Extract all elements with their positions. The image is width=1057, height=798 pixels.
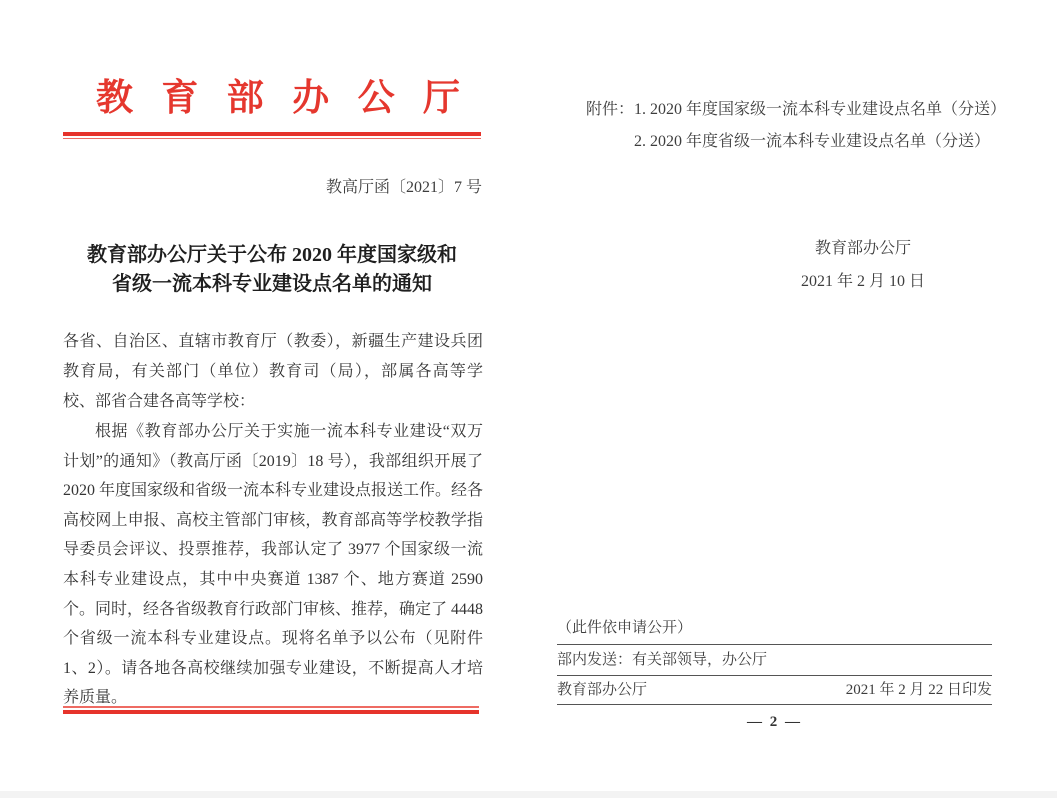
signature-agency: 教育部办公厅 xyxy=(814,240,911,257)
attachments-label: 附件： xyxy=(586,101,635,118)
letterhead-separator-thin-line xyxy=(63,138,481,139)
attachments-block xyxy=(586,94,1006,158)
signature-date: 2021 年 2 月 10 日 xyxy=(800,273,925,290)
issuer-row xyxy=(557,676,992,704)
footer-rule-3 xyxy=(557,704,992,705)
attachment-item-1: 1. 2020 年度国家级一流本科专业建设点名单（分送） xyxy=(634,101,1007,118)
page-footer-separator xyxy=(63,706,479,714)
document-reference-number: 教高厅函〔2021〕7 号 xyxy=(325,179,482,196)
internal-distribution-note: 部内发送：有关部领导，办公厅 xyxy=(557,652,768,668)
letterhead-separator-thick-line xyxy=(63,132,481,136)
attachment-item-2: 2. 2020 年度省级一流本科专业建设点名单（分送） xyxy=(634,133,991,150)
footer-separator-thin-line xyxy=(63,706,479,708)
signature-block xyxy=(718,239,1008,291)
document-footer xyxy=(557,619,992,731)
footer-separator-thick-line xyxy=(63,710,479,714)
print-date: 2021 年 2 月 22 日印发 xyxy=(845,682,992,698)
addressee-paragraph: 各省、自治区、直辖市教育厅（教委），新疆生产建设兵团教育局，有关部门（单位）教育司（局），部属各高等学校、部省合建各高等学校： xyxy=(63,333,483,410)
notice-body-paragraph: 根据《教育部办公厅关于实施一流本科专业建设“双万计划”的通知》（教高厅函〔2019〕18 号），我部组织开展了 2020 年度国家级和省级一流本科专业建设点报送工作。经各高校网上申报、高校主管部门审核，教育部高等学校教学指导委员会评议、投票推荐，我部认定了 3977 个国家级一流本科专业建设点，其中中央赛道 1387 个、地方赛道 2590 个。同时，经各省级教育行政部门审核、推荐，确定了 4448 个省级一流本科专业建设点。现将名单予以公布（见附件 1、2）。请各地各高校继续加强专业建设，不断提高人才培养质量。 xyxy=(63,423,484,707)
viewer-bottom-edge xyxy=(0,791,1057,798)
notice-title-line1: 教育部办公厅关于公布 2020 年度国家级和 xyxy=(87,244,457,266)
notice-title xyxy=(63,241,481,299)
disclosure-note: （此件依申请公开） xyxy=(557,620,693,636)
notice-title-line2: 省级一流本科专业建设点名单的通知 xyxy=(112,273,432,295)
letterhead-agency-name: 教育部办公厅 xyxy=(96,78,460,119)
letterhead-separator xyxy=(63,132,481,139)
issuer-agency: 教育部办公厅 xyxy=(557,682,648,698)
page-number: — 2 — xyxy=(747,714,802,730)
attachments-list xyxy=(634,94,1006,158)
